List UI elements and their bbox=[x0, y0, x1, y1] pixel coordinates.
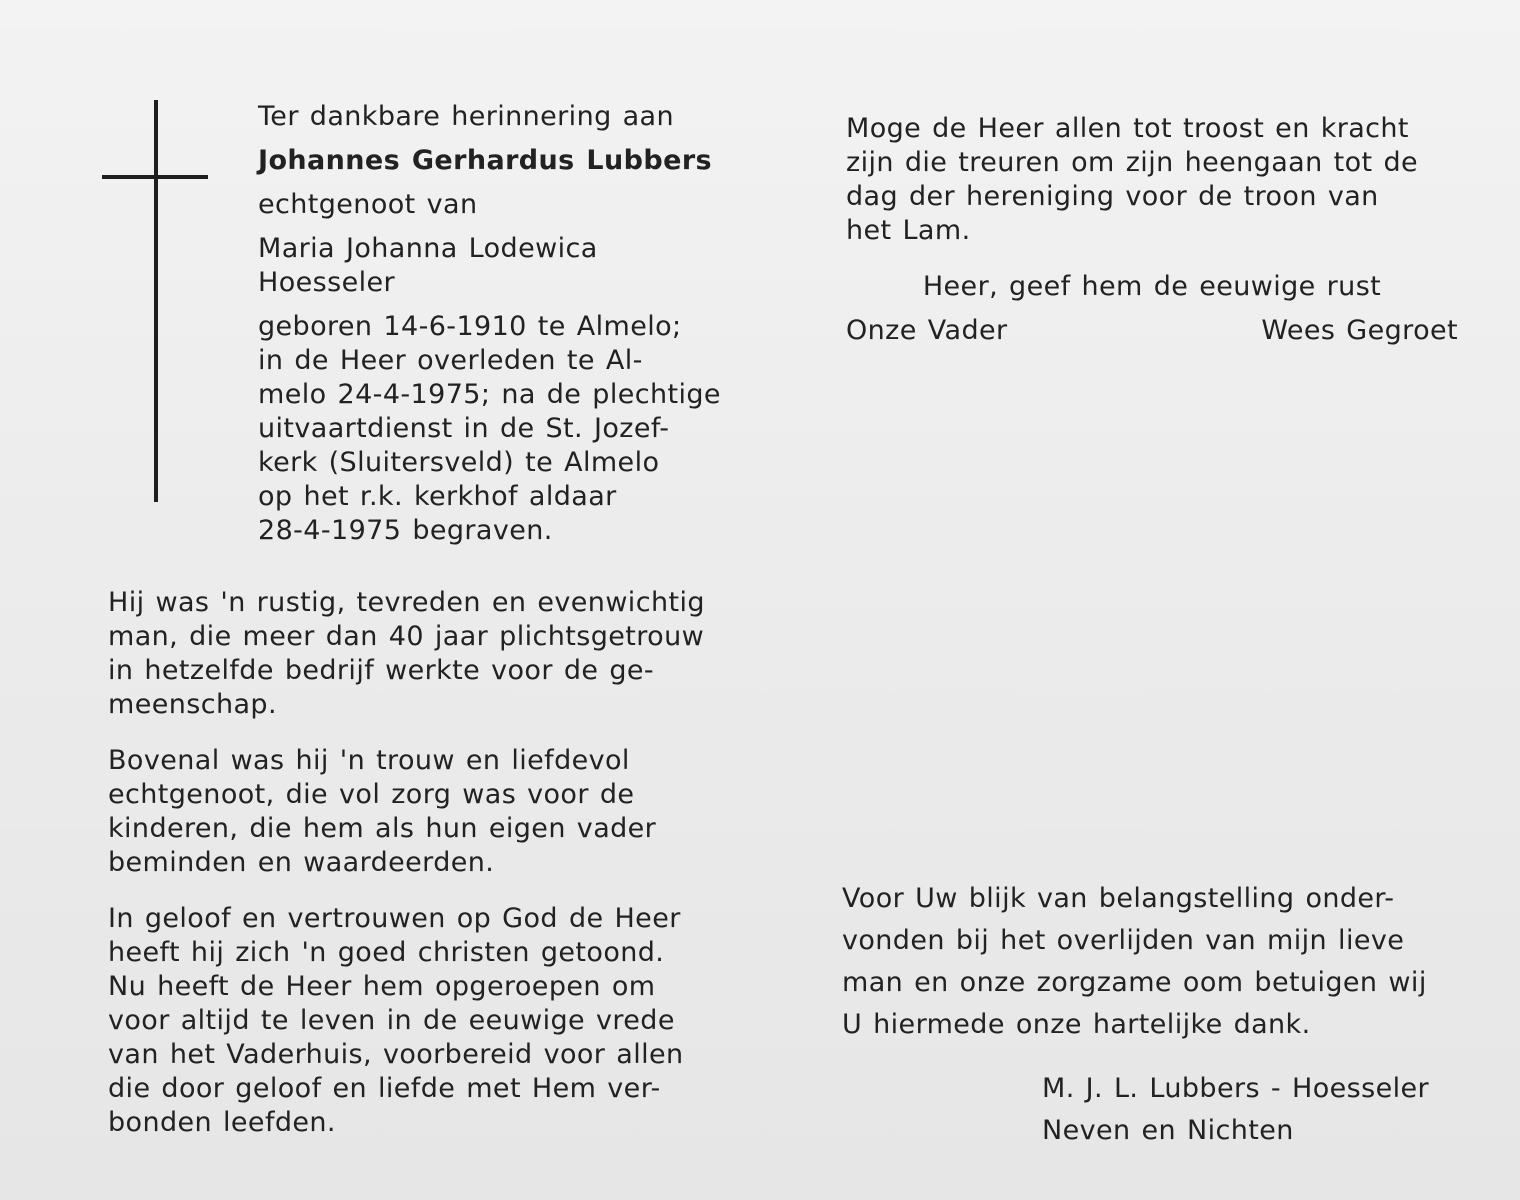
intro-block bbox=[258, 100, 721, 548]
bio-line: in hetzelfde bedrijf werkte voor de ge- bbox=[108, 655, 655, 686]
signature-block bbox=[1042, 1072, 1452, 1156]
details-line: 28-4-1975 begraven. bbox=[258, 515, 553, 546]
details-line: op het r.k. kerkhof aldaar bbox=[258, 481, 617, 512]
signature-family: Neven en Nichten bbox=[1042, 1115, 1294, 1146]
details-line: kerk (Sluitersveld) te Almelo bbox=[258, 447, 660, 478]
prayer-line: dag der hereniging voor de troon van bbox=[846, 181, 1379, 212]
thanks-line: Voor Uw blijk van belangstelling onder- bbox=[842, 883, 1395, 914]
bio-line: van het Vaderhuis, voorbereid voor allen bbox=[108, 1039, 684, 1070]
prayer-line: Moge de Heer allen tot troost en kracht bbox=[846, 113, 1409, 144]
bio-line: man, die meer dan 40 jaar plichtsgetrouw bbox=[108, 621, 705, 652]
cross-icon bbox=[154, 100, 158, 502]
bio-line: meenschap. bbox=[108, 689, 277, 720]
deceased-name: Johannes Gerhardus Lubbers bbox=[258, 145, 713, 176]
bio-line: Nu heeft de Heer hem opgeroepen om bbox=[108, 971, 656, 1002]
details-line: uitvaartdienst in de St. Jozef- bbox=[258, 413, 670, 444]
bio-line: voor altijd te leven in de eeuwige vrede bbox=[108, 1005, 675, 1036]
bio-line: bonden leefden. bbox=[108, 1107, 336, 1138]
bio-line: beminden en waardeerden. bbox=[108, 847, 495, 878]
thanks-block bbox=[842, 882, 1452, 1050]
biography bbox=[108, 586, 720, 1140]
bio-line: die door geloof en liefde met Hem ver- bbox=[108, 1073, 661, 1104]
spouse-label: echtgenoot van bbox=[258, 189, 478, 220]
details-line: melo 24-4-1975; na de plechtige bbox=[258, 379, 721, 410]
signature-widow: M. J. L. Lubbers - Hoesseler bbox=[1042, 1073, 1430, 1104]
our-father: Onze Vader bbox=[846, 315, 1008, 346]
prayers-row bbox=[846, 314, 1458, 348]
bio-line: Hij was 'n rustig, tevreden en evenwichtig bbox=[108, 587, 705, 618]
dedication: Ter dankbare herinnering aan bbox=[258, 101, 675, 132]
details-line: geboren 14-6-1910 te Almelo; bbox=[258, 311, 682, 342]
bio-line: kinderen, die hem als hun eigen vader bbox=[108, 813, 657, 844]
bio-line: In geloof en vertrouwen op God de Heer bbox=[108, 903, 681, 934]
thanks-line: vonden bij het overlijden van mijn lieve bbox=[842, 925, 1405, 956]
prayer-line: zijn die treuren om zijn heengaan tot de bbox=[846, 147, 1419, 178]
details-line: in de Heer overleden te Al- bbox=[258, 345, 643, 376]
cross-icon-bar bbox=[102, 175, 208, 179]
spouse-name-line-2: Hoesseler bbox=[258, 267, 395, 298]
bio-line: heeft hij zich 'n goed christen getoond. bbox=[108, 937, 665, 968]
bio-line: echtgenoot, die vol zorg was voor de bbox=[108, 779, 635, 810]
thanks-line: U hiermede onze hartelijke dank. bbox=[842, 1009, 1311, 1040]
thanks-line: man en onze zorgzame oom betuigen wij bbox=[842, 967, 1427, 998]
spouse-name-line-1: Maria Johanna Lodewica bbox=[258, 233, 598, 264]
bio-line: Bovenal was hij 'n trouw en liefdevol bbox=[108, 745, 630, 776]
prayer-block bbox=[846, 112, 1458, 348]
hail-mary: Wees Gegroet bbox=[1261, 315, 1458, 346]
eternal-rest: Heer, geef hem de eeuwige rust bbox=[922, 271, 1382, 302]
prayer-line: het Lam. bbox=[846, 215, 971, 246]
